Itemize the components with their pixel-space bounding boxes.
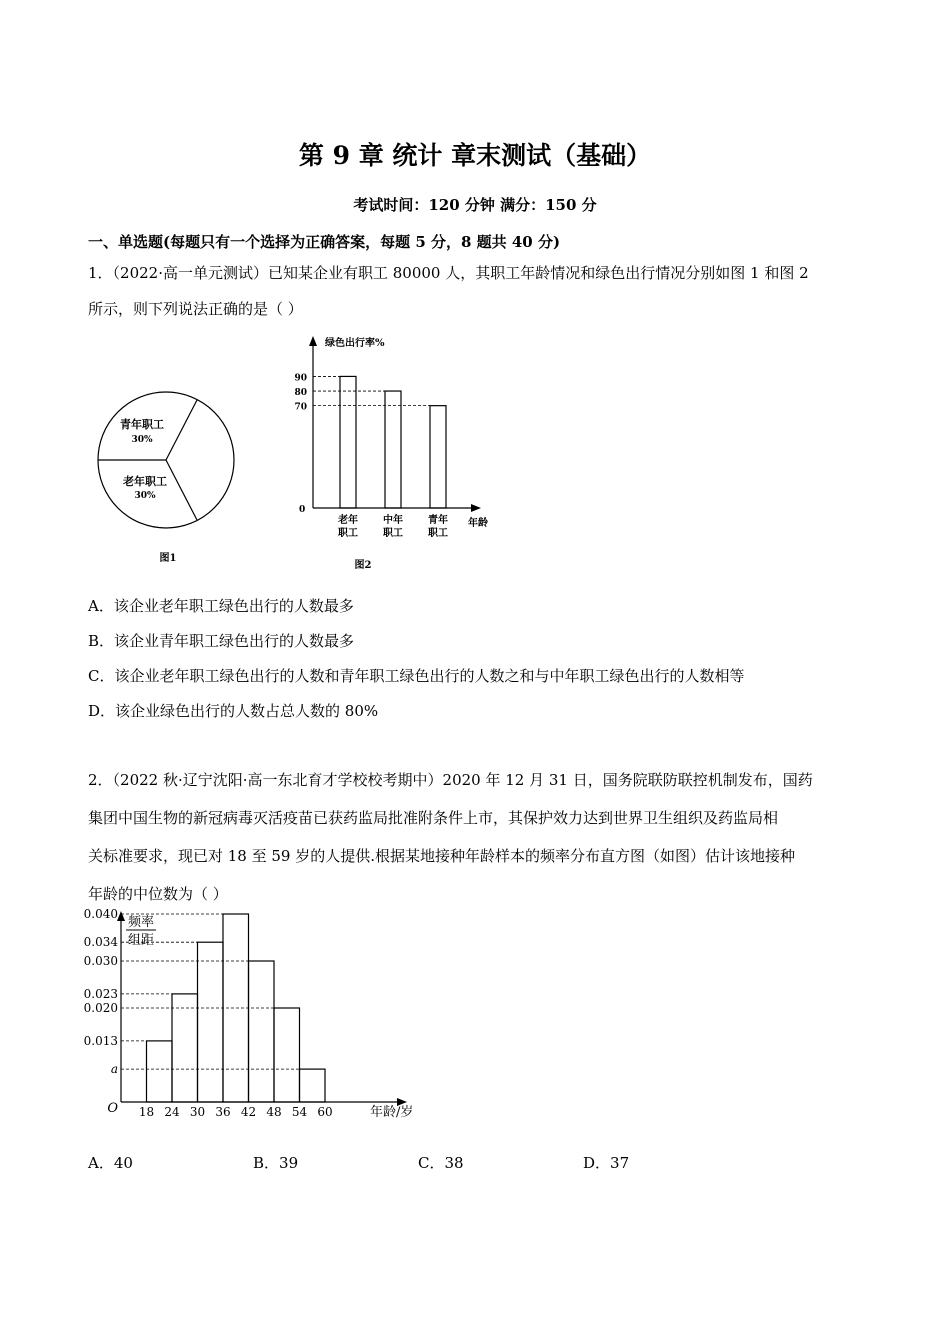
- q2-text-line3: 关标准要求，现已对 18 至 59 岁的人提供.根据某地接种年龄样本的频率分布直方图（如图）估计该地接种: [88, 847, 796, 865]
- pie-label-youth: 青年职工: [120, 418, 164, 431]
- fig2-ylabel: 绿色出行率%: [325, 338, 385, 349]
- hist-bar: [147, 1041, 173, 1102]
- hist-xtick-label: 48: [266, 1105, 282, 1118]
- hist-bar: [300, 1069, 326, 1102]
- x-axis-arrow: [471, 504, 481, 512]
- pie-label-senior: 老年职工: [123, 475, 167, 488]
- hist-xtick-label: 24: [164, 1105, 180, 1118]
- fig2-bar-chart: [285, 332, 500, 572]
- fig2-category-label: 老年: [338, 515, 358, 526]
- hist-ytick-label: 0.034: [83, 935, 118, 950]
- pie-pct-senior: 30%: [134, 491, 156, 501]
- hist-xtick-label: 54: [291, 1105, 308, 1118]
- fig2-category-label: 青年: [428, 515, 448, 526]
- q2-text-line1: 2．（2022 秋·辽宁沈阳·高一东北育才学校校考期中）2020 年 12 月 31 日，国务院联防联控机制发布，国药: [88, 771, 813, 789]
- section-heading: 一、单选题(每题只有一个选择为正确答案，每题 5 分，8 题共 40 分): [88, 233, 561, 251]
- hist-ytick-label: 0.023: [83, 986, 118, 1001]
- fig2-category-label: 中年: [383, 515, 403, 526]
- fig2-caption: 图2: [354, 560, 372, 571]
- fig2-origin: 0: [299, 505, 306, 515]
- hist-bar: [249, 961, 275, 1102]
- fig2-ytick-label: 80: [294, 388, 307, 399]
- pie-divider: [166, 400, 197, 460]
- q1-text-line1: 1．（2022·高一单元测试）已知某企业有职工 80000 人，其职工年龄情况和绿色出行情况分别如图 1 和图 2: [88, 264, 809, 282]
- hist-ylabel-top: 频率: [128, 915, 155, 930]
- q1-option-b[interactable]: B．该企业青年职工绿色出行的人数最多: [88, 632, 355, 650]
- hist-xtick-label: 42: [240, 1105, 257, 1118]
- hist-bar: [274, 1008, 300, 1102]
- fig2-bar: [385, 391, 401, 508]
- q1-text-line2: 所示，则下列说法正确的是（ ）: [88, 300, 303, 318]
- q2-option-a[interactable]: A．40: [88, 1154, 133, 1172]
- q1-option-d[interactable]: D．该企业绿色出行的人数占总人数的 80%: [88, 702, 379, 720]
- hist-xtick-label: 60: [317, 1105, 333, 1118]
- hist-ylabel-bottom: 组距: [128, 933, 155, 948]
- fig1-pie-chart: [90, 390, 240, 570]
- y-axis-arrow: [117, 911, 125, 921]
- hist-ytick-label: 0.020: [83, 1001, 118, 1015]
- hist-ytick-label: a: [110, 1062, 118, 1077]
- fig2-bar: [430, 406, 446, 508]
- hist-bar: [172, 994, 198, 1102]
- q2-text-line4: 年龄的中位数为（ ）: [88, 885, 228, 903]
- hist-xtick-label: 18: [138, 1105, 155, 1118]
- page-title: 第 9 章 统计 章末测试（基础）: [298, 141, 652, 170]
- q2-option-b[interactable]: B．39: [253, 1154, 299, 1172]
- fig2-bar: [340, 376, 356, 508]
- hist-ytick-label: 0.040: [83, 908, 118, 921]
- hist-xlabel: 年龄/岁: [370, 1105, 414, 1118]
- fig2-category-label: 职工: [338, 528, 358, 539]
- q2-text-line2: 集团中国生物的新冠病毒灭活疫苗已获药监局批准附条件上市，其保护效力达到世界卫生组织及药监局相: [88, 809, 779, 827]
- exam-info: 考试时间：120 分钟 满分：150 分: [353, 196, 597, 214]
- hist-bar: [198, 942, 224, 1102]
- hist-ytick-label: 0.030: [83, 954, 118, 968]
- fig2-category-label: 职工: [428, 528, 448, 539]
- q2-option-d[interactable]: D．37: [583, 1154, 630, 1172]
- fig2-ytick-label: 70: [294, 402, 307, 413]
- fig1-caption: 图1: [159, 553, 177, 564]
- fig2-category-label: 职工: [383, 528, 403, 539]
- pie-divider: [166, 460, 197, 520]
- q1-option-a[interactable]: A．该企业老年职工绿色出行的人数最多: [88, 597, 354, 615]
- y-axis-arrow: [309, 336, 317, 346]
- q2-histogram: [80, 908, 425, 1118]
- fig2-xlabel: 年龄: [468, 518, 488, 529]
- hist-ytick-label: 0.013: [83, 1033, 118, 1048]
- hist-xtick-label: 36: [215, 1105, 231, 1118]
- hist-xtick-label: 30: [189, 1105, 206, 1118]
- q1-option-c[interactable]: C．该企业老年职工绿色出行的人数和青年职工绿色出行的人数之和与中年职工绿色出行的人数相等: [88, 667, 745, 685]
- fig2-ytick-label: 90: [294, 373, 307, 384]
- pie-pct-youth: 30%: [131, 435, 153, 445]
- hist-origin: O: [107, 1101, 118, 1116]
- q2-option-c[interactable]: C．38: [418, 1154, 464, 1172]
